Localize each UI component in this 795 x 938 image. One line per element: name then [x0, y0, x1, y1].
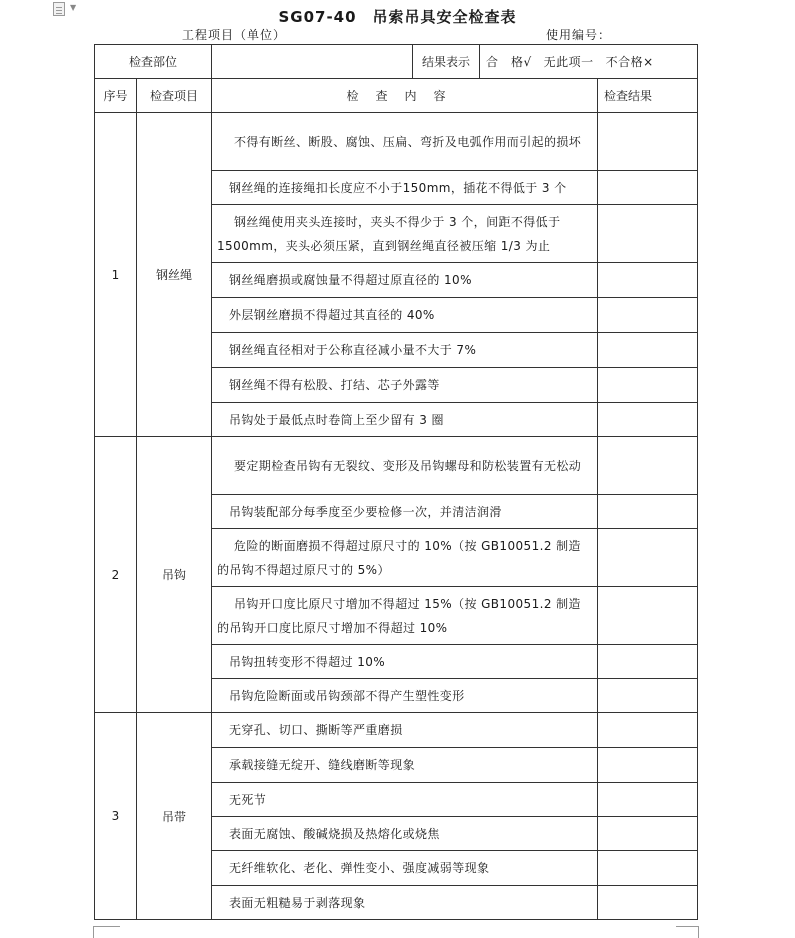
table-row: [95, 113, 698, 171]
col-result-header: 检查结果: [598, 79, 698, 113]
project-label: 工程项目（单位）: [182, 28, 287, 42]
top-row: [95, 45, 698, 79]
check-result-cell[interactable]: [598, 333, 698, 368]
check-content: 无死节: [212, 783, 598, 817]
check-content: 危险的断面磨损不得超过原尺寸的 10%（按 GB10051.2 制造的吊钩不得超过原尺寸的 5%）: [212, 529, 598, 587]
check-result-cell[interactable]: [598, 298, 698, 333]
page-corner-right: [698, 926, 699, 938]
check-content: 钢丝绳使用夹头连接时，夹头不得少于 3 个，间距不得低于 1500mm，夹头必须压紧，直到钢丝绳直径被压缩 1/3 为止: [212, 205, 598, 263]
result-legend: [480, 45, 654, 78]
location-label: 检查部位: [95, 45, 212, 79]
legend-fail: 不合格×: [605, 55, 654, 69]
check-result-cell[interactable]: [598, 783, 698, 817]
check-content: 要定期检查吊钩有无裂纹、变形及吊钩螺母和防松装置有无松动: [212, 437, 598, 495]
group-seq: 2: [95, 437, 137, 713]
check-content: 钢丝绳的连接绳扣长度应不小于150mm，插花不得低于 3 个: [212, 171, 598, 205]
group-seq: 3: [95, 713, 137, 920]
legend-pass: 合 格√: [486, 55, 532, 69]
group-seq: 1: [95, 113, 137, 437]
col-content-header: 检查内容: [212, 79, 598, 113]
check-result-cell[interactable]: [598, 645, 698, 679]
check-result-cell[interactable]: [598, 851, 698, 886]
check-result-cell[interactable]: [598, 171, 698, 205]
group-item: 吊带: [137, 713, 212, 920]
result-label: 结果表示: [413, 45, 480, 78]
check-content: 外层钢丝磨损不得超过其直径的 40%: [212, 298, 598, 333]
check-content: 吊钩装配部分每季度至少要检修一次，并清洁润滑: [212, 495, 598, 529]
col-seq-header: 序号: [95, 79, 137, 113]
check-content: 无纤维软化、老化、弹性变小、强度减弱等现象: [212, 851, 598, 886]
check-result-cell[interactable]: [598, 679, 698, 713]
check-content: 不得有断丝、断股、腐蚀、压扁、弯折及电弧作用而引起的损坏: [212, 113, 598, 171]
check-result-cell[interactable]: [598, 529, 698, 587]
group-item: 吊钩: [137, 437, 212, 713]
group-item: 钢丝绳: [137, 113, 212, 437]
page-title: SG07-40 吊索吊具安全检查表: [278, 8, 517, 26]
check-result-cell[interactable]: [598, 713, 698, 748]
column-header-row: [95, 79, 698, 113]
check-content: 承载接缝无绽开、缝线磨断等现象: [212, 748, 598, 783]
check-result-cell[interactable]: [598, 113, 698, 171]
check-content: 钢丝绳磨损或腐蚀量不得超过原直径的 10%: [212, 263, 598, 298]
check-content: 表面无腐蚀、酸碱烧损及热熔化或烧焦: [212, 817, 598, 851]
location-and-legend: [212, 45, 698, 79]
check-result-cell[interactable]: [598, 495, 698, 529]
check-result-cell[interactable]: [598, 403, 698, 437]
table-row: [95, 713, 698, 748]
check-result-cell[interactable]: [598, 886, 698, 920]
check-result-cell[interactable]: [598, 587, 698, 645]
chevron-down-icon[interactable]: ▼: [70, 3, 77, 12]
check-result-cell[interactable]: [598, 817, 698, 851]
location-value[interactable]: [212, 45, 413, 78]
check-content: 吊钩扭转变形不得超过 10%: [212, 645, 598, 679]
check-content: 吊钩处于最低点时卷筒上至少留有 3 圈: [212, 403, 598, 437]
check-content: 表面无粗糙易于剥落现象: [212, 886, 598, 920]
check-content: 吊钩开口度比原尺寸增加不得超过 15%（按 GB10051.2 制造的吊钩开口度比原尺寸增加不得超过 10%: [212, 587, 598, 645]
check-result-cell[interactable]: [598, 368, 698, 403]
check-result-cell[interactable]: [598, 205, 698, 263]
check-content: 无穿孔、切口、撕断等严重磨损: [212, 713, 598, 748]
legend-na: 无此项一: [543, 55, 594, 69]
check-result-cell[interactable]: [598, 748, 698, 783]
check-result-cell[interactable]: [598, 263, 698, 298]
check-content: 吊钩危险断面或吊钩颈部不得产生塑性变形: [212, 679, 598, 713]
check-content: 钢丝绳不得有松股、打结、芯子外露等: [212, 368, 598, 403]
inspection-table: [94, 44, 698, 920]
check-content: 钢丝绳直径相对于公称直径减小量不大于 7%: [212, 333, 598, 368]
check-result-cell[interactable]: [598, 437, 698, 495]
page-corner-left: [93, 926, 94, 938]
col-item-header: 检查项目: [137, 79, 212, 113]
page-edge-left: [94, 926, 120, 927]
table-row: [95, 437, 698, 495]
page-edge-right: [676, 926, 698, 927]
number-label: 使用编号：: [546, 28, 612, 42]
